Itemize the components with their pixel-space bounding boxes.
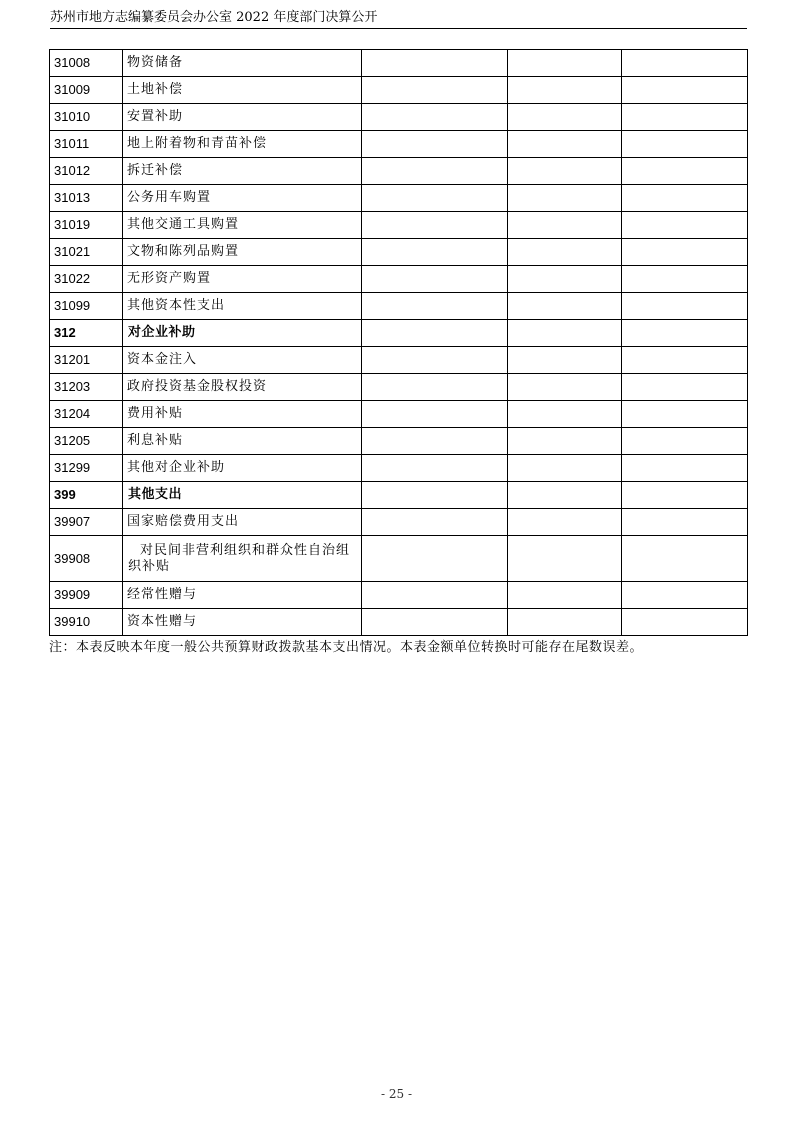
row-value-cell [622,158,748,185]
row-value-cell [622,77,748,104]
table-row [50,50,748,77]
row-value-cell [508,609,622,636]
row-name: 物资储备 [123,50,362,77]
table-row [50,455,748,482]
row-value-cell [362,347,508,374]
row-value-cell [622,536,748,582]
row-value-cell [508,266,622,293]
table-row [50,609,748,636]
page-number: - 25 - [380,1087,412,1101]
row-name: 其他交通工具购置 [123,212,362,239]
row-name: 地上附着物和青苗补偿 [123,131,362,158]
table-row [50,77,748,104]
row-value-cell [362,401,508,428]
row-value-cell [622,374,748,401]
table-row [50,347,748,374]
row-value-cell [622,582,748,609]
table-row [50,293,748,320]
row-value-cell [362,239,508,266]
row-value-cell [508,104,622,131]
row-name: 安置补助 [123,104,362,131]
row-value-cell [622,401,748,428]
row-code: 31205 [50,428,123,455]
row-code: 31019 [50,212,123,239]
row-value-cell [362,482,508,509]
row-value-cell [508,347,622,374]
row-value-cell [622,455,748,482]
row-value-cell [622,104,748,131]
row-value-cell [622,239,748,266]
row-code: 31299 [50,455,123,482]
row-value-cell [622,266,748,293]
row-value-cell [622,50,748,77]
row-value-cell [362,428,508,455]
row-value-cell [362,582,508,609]
row-code: 31013 [50,185,123,212]
row-value-cell [508,455,622,482]
row-value-cell [508,158,622,185]
row-value-cell [362,50,508,77]
row-name: 拆迁补偿 [123,158,362,185]
row-value-cell [508,509,622,536]
row-value-cell [362,104,508,131]
table-row [50,158,748,185]
row-value-cell [362,609,508,636]
table-row [50,509,748,536]
table-row [50,104,748,131]
table-category-row [50,320,748,347]
row-value-cell [622,482,748,509]
row-name: 费用补贴 [123,401,362,428]
budget-table [49,49,748,636]
row-value-cell [508,320,622,347]
row-code: 31009 [50,77,123,104]
table-row [50,239,748,266]
row-code: 31201 [50,347,123,374]
row-name: 其他支出 [123,482,362,509]
row-value-cell [508,482,622,509]
row-value-cell [622,509,748,536]
row-value-cell [508,293,622,320]
row-value-cell [362,455,508,482]
row-value-cell [362,374,508,401]
row-value-cell [622,131,748,158]
row-name: 无形资产购置 [123,266,362,293]
row-name: 对民间非营利组织和群众性自治组织补贴 [123,536,362,582]
row-value-cell [508,428,622,455]
row-name: 土地补偿 [123,77,362,104]
row-name: 资本性赠与 [123,609,362,636]
row-value-cell [362,185,508,212]
table-row [50,582,748,609]
row-value-cell [362,320,508,347]
row-value-cell [362,131,508,158]
row-value-cell [362,77,508,104]
row-value-cell [508,401,622,428]
row-code: 399 [50,482,123,509]
row-value-cell [508,185,622,212]
row-code: 31203 [50,374,123,401]
row-name: 政府投资基金股权投资 [123,374,362,401]
table-row [50,374,748,401]
table-row [50,185,748,212]
row-code: 31204 [50,401,123,428]
row-code: 31012 [50,158,123,185]
row-name: 国家赔偿费用支出 [123,509,362,536]
row-name: 文物和陈列品购置 [123,239,362,266]
document-header: 苏州市地方志编纂委员会办公室 2022 年度部门决算公开 [50,8,747,29]
row-value-cell [508,374,622,401]
row-name: 利息补贴 [123,428,362,455]
row-value-cell [508,131,622,158]
table-row [50,401,748,428]
row-name: 其他对企业补助 [123,455,362,482]
row-code: 31011 [50,131,123,158]
table-row [50,536,748,582]
row-value-cell [508,212,622,239]
row-name: 经常性赠与 [123,582,362,609]
table-row [50,266,748,293]
row-code: 31008 [50,50,123,77]
row-value-cell [362,266,508,293]
row-value-cell [362,212,508,239]
row-value-cell [622,320,748,347]
row-name: 对企业补助 [123,320,362,347]
row-name: 其他资本性支出 [123,293,362,320]
row-code: 31099 [50,293,123,320]
row-code: 39907 [50,509,123,536]
row-value-cell [508,239,622,266]
row-value-cell [508,77,622,104]
row-name: 资本金注入 [123,347,362,374]
row-value-cell [622,185,748,212]
row-value-cell [362,509,508,536]
table-note: 注：本表反映本年度一般公共预算财政拨款基本支出情况。本表金额单位转换时可能存在尾数误差。 [49,640,644,655]
row-value-cell [508,536,622,582]
row-value-cell [622,212,748,239]
row-code: 39909 [50,582,123,609]
row-value-cell [362,536,508,582]
row-value-cell [508,582,622,609]
row-value-cell [622,428,748,455]
row-code: 31021 [50,239,123,266]
row-value-cell [622,347,748,374]
row-code: 312 [50,320,123,347]
table-row [50,131,748,158]
table-row [50,428,748,455]
table-body [50,50,748,636]
row-name: 公务用车购置 [123,185,362,212]
row-code: 39908 [50,536,123,582]
row-value-cell [622,609,748,636]
row-code: 31022 [50,266,123,293]
table-row [50,212,748,239]
row-value-cell [362,158,508,185]
row-code: 39910 [50,609,123,636]
table-category-row [50,482,748,509]
row-value-cell [508,50,622,77]
row-value-cell [362,293,508,320]
row-value-cell [622,293,748,320]
row-code: 31010 [50,104,123,131]
